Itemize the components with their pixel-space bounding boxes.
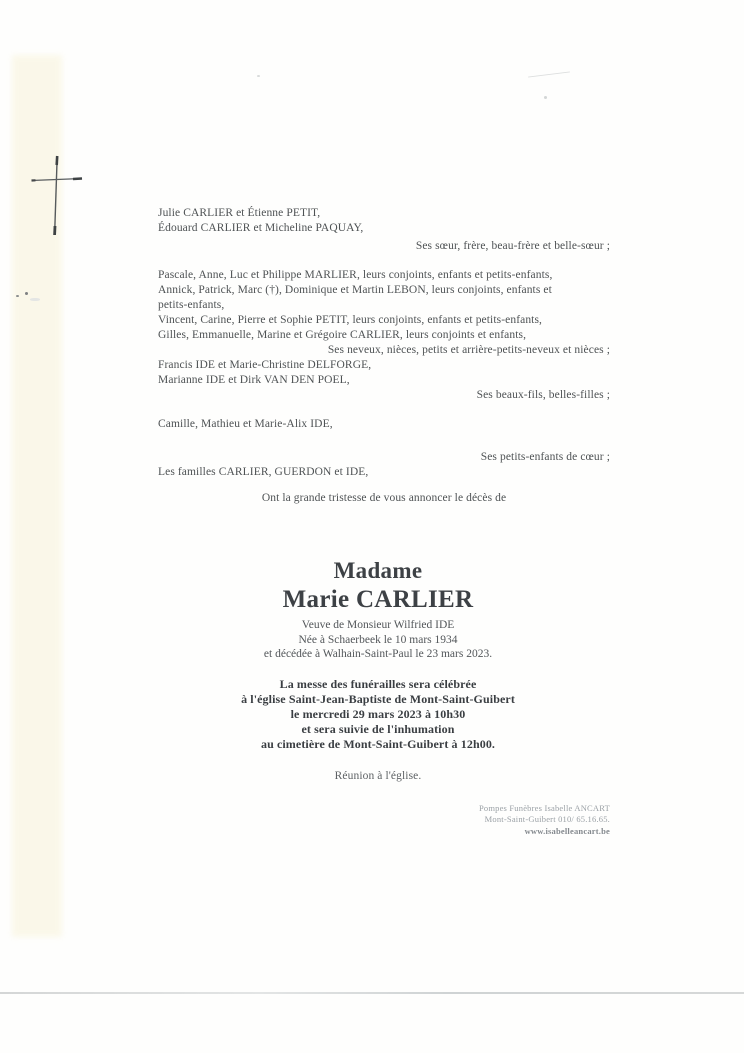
nephews-relation-label: Ses neveux, nièces, petits et arrière-petits-neveux et nièces ; (327, 344, 610, 356)
ceremony-section (114, 677, 642, 784)
scan-scratch-mark (528, 71, 570, 77)
scan-speck (544, 96, 547, 99)
announcement-intro-line: Ont la grande tristesse de vous annoncer le décès de (261, 492, 507, 504)
nephews-name-line: Pascale, Anne, Luc et Philippe MARLIER, leurs conjoints, enfants et petits-enfants, (158, 269, 553, 281)
scan-speck (257, 75, 260, 77)
funeral-home-name: Pompes Funèbres Isabelle ANCART (478, 803, 610, 813)
deceased-details (114, 618, 642, 662)
funeral-home-phone: Mont-Saint-Guibert 010/ 65.16.65. (484, 814, 610, 825)
sister-brother-name-line: Édouard CARLIER et Micheline PAQUAY, (158, 222, 364, 234)
ceremony-line: et sera suivie de l'inhumation (301, 722, 455, 736)
ceremony-line: à l'église Saint-Jean-Baptiste de Mont-Saint-Guibert (241, 692, 515, 706)
widow-line: Veuve de Monsieur Wilfried IDE (301, 619, 455, 631)
relatives-section (158, 206, 610, 506)
grandchildren-relation-label: Ses petits-enfants de cœur ; (480, 451, 610, 463)
birth-line: Née à Schaerbeek le 10 mars 1934 (298, 633, 458, 646)
sister-brother-name-line: Julie CARLIER et Étienne PETIT, (158, 207, 321, 219)
grandchildren-name-line: Camille, Mathieu et Marie-Alix IDE, (158, 418, 333, 430)
sons-in-law-name-line: Marianne IDE et Dirk VAN DEN POEL, (158, 374, 350, 386)
sister-brother-relation-label: Ses sœur, frère, beau-frère et belle-sœur ; (415, 240, 610, 252)
death-line: et décédée à Walhain-Saint-Paul le 23 mars 2023. (263, 648, 493, 660)
sons-in-law-relation-label: Ses beaux-fils, belles-filles ; (476, 389, 610, 401)
scan-speck (30, 298, 40, 301)
deceased-title: Madame (333, 558, 423, 583)
sons-in-law-name-line: Francis IDE et Marie-Christine DELFORGE, (158, 359, 372, 371)
scanner-edge-line (0, 992, 744, 994)
ceremony-line: au cimetière de Mont-Saint-Guibert à 12h00. (260, 737, 496, 751)
nephews-name-line: Gilles, Emmanuelle, Marine et Grégoire CARLIER, leurs conjoints et enfants, (158, 329, 527, 341)
deceased-name: Marie CARLIER (282, 586, 474, 613)
funeral-home-section (350, 803, 610, 837)
scan-speck (16, 295, 19, 297)
cross-icon (0, 0, 110, 260)
deceased-section (114, 556, 642, 662)
families-line: Les familles CARLIER, GUERDON et IDE, (158, 466, 369, 478)
scan-speck (25, 292, 28, 295)
ceremony-line: le mercredi 29 mars 2023 à 10h30 (290, 707, 466, 721)
funeral-home-website: www.isabelleancart.be (524, 825, 610, 836)
nephews-name-line: Annick, Patrick, Marc (†), Dominique et Martin LEBON, leurs conjoints, enfants et (158, 284, 552, 296)
nephews-name-line: Vincent, Carine, Pierre et Sophie PETIT, leurs conjoints, enfants et petits-enfants, (158, 314, 543, 326)
ceremony-line: La messe des funérailles sera célébrée (279, 677, 477, 691)
meeting-line: Réunion à l'église. (334, 770, 422, 782)
nephews-name-line: petits-enfants, (158, 299, 225, 311)
